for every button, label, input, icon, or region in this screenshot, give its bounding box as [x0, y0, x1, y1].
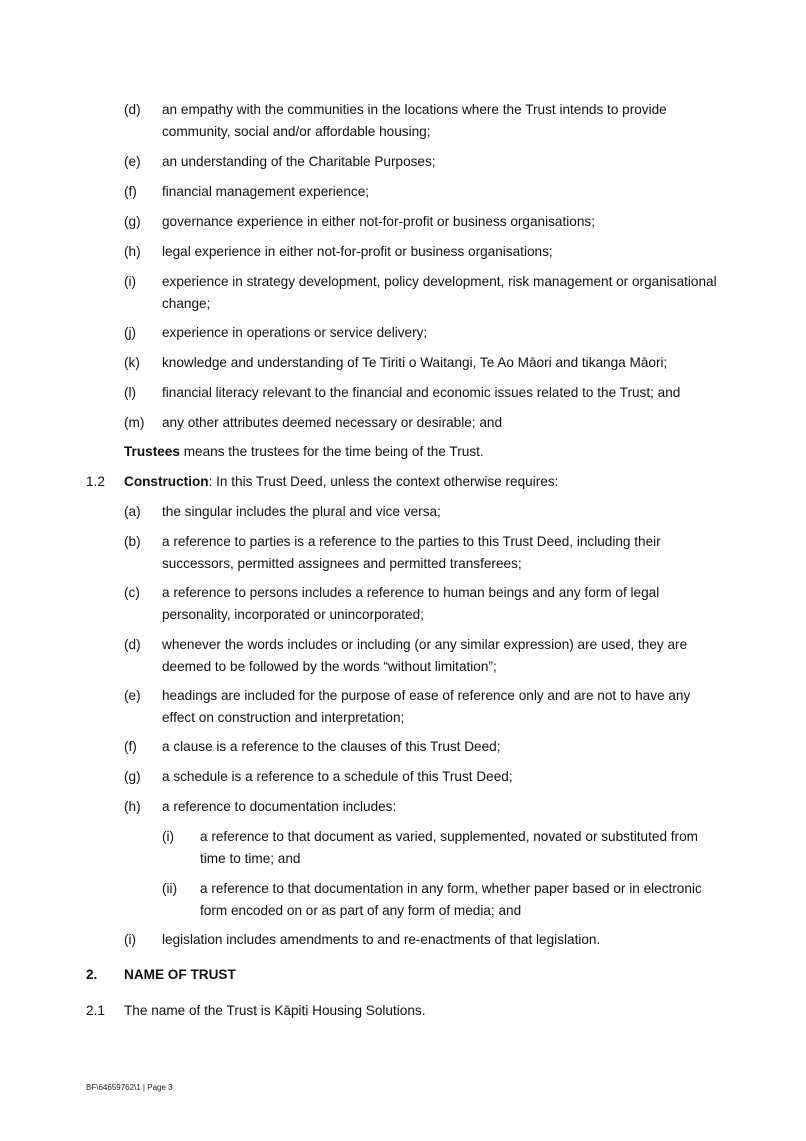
item-text-line: an empathy with the communities in the locations where the Trust intends to provide	[162, 102, 667, 117]
clause-number: 2.1	[86, 1003, 105, 1018]
item-label: (f)	[124, 739, 137, 754]
item-label: (j)	[124, 325, 137, 340]
item-label: (i)	[124, 274, 137, 289]
section-title: NAME OF TRUST	[124, 967, 236, 982]
defined-term: Trustees	[124, 444, 180, 459]
item-text-line: a reference to documentation includes:	[162, 799, 397, 814]
item-text-line: financial literacy relevant to the financial and economic issues related to the Trust; and	[162, 385, 681, 400]
item-label: (m)	[124, 415, 145, 430]
item-text-line: headings are included for the purpose of ease of reference only and are not to have any	[162, 688, 691, 703]
section-number: 2.	[86, 967, 98, 982]
item-text-line: a schedule is a reference to a schedule of this Trust Deed;	[162, 769, 513, 784]
clause-text: : In this Trust Deed, unless the context otherwise requires:	[208, 474, 559, 489]
definition-text: means the trustees for the time being of the Trust.	[179, 444, 484, 459]
item-text-line: a reference to that documentation in any form, whether paper based or in electronic	[200, 881, 702, 896]
trustees-definition	[124, 441, 484, 463]
item-label: (d)	[124, 637, 141, 652]
item-text-line: governance experience in either not-for-profit or business organisations;	[162, 214, 595, 229]
item-text-line: the singular includes the plural and vice versa;	[162, 504, 441, 519]
item-label: (i)	[162, 829, 175, 844]
item-label: (h)	[124, 244, 141, 259]
item-label: (b)	[124, 534, 141, 549]
page-footer: BF\64659762\1 | Page 3	[86, 1083, 173, 1092]
clause-heading: Construction	[124, 474, 209, 489]
item-text-line: financial management experience;	[162, 184, 370, 199]
item-text-line: a reference to persons includes a reference to human beings and any form of legal	[162, 585, 660, 600]
item-text-line: change;	[162, 296, 211, 311]
item-text-line: legislation includes amendments to and re-enactments of that legislation.	[162, 932, 601, 947]
item-text-line: form encoded on or as part of any form of media; and	[200, 903, 522, 918]
item-label: (g)	[124, 769, 141, 784]
item-text-line: experience in strategy development, policy development, risk management or organisational	[162, 274, 717, 289]
clause-number: 1.2	[86, 474, 105, 489]
item-text-line: knowledge and understanding of Te Tiriti o Waitangi, Te Ao Māori and tikanga Māori;	[162, 355, 668, 370]
item-label: (i)	[124, 932, 137, 947]
item-label: (e)	[124, 154, 141, 169]
item-label: (a)	[124, 504, 141, 519]
item-label: (l)	[124, 385, 137, 400]
item-label: (c)	[124, 585, 140, 600]
item-label: (g)	[124, 214, 141, 229]
item-label: (d)	[124, 102, 141, 117]
item-text-line: a reference to parties is a reference to the parties to this Trust Deed, including their	[162, 534, 661, 549]
item-text-line: community, social and/or affordable housing;	[162, 124, 431, 139]
item-text-line: deemed to be followed by the words “without limitation”;	[162, 659, 497, 674]
item-label: (k)	[124, 355, 140, 370]
item-label: (ii)	[162, 881, 178, 896]
item-text-line: successors, permitted assignees and permitted transferees;	[162, 556, 522, 571]
item-label: (e)	[124, 688, 141, 703]
item-text-line: any other attributes deemed necessary or desirable; and	[162, 415, 503, 430]
item-text-line: effect on construction and interpretation;	[162, 710, 405, 725]
item-label: (h)	[124, 799, 141, 814]
item-text-line: time to time; and	[200, 851, 301, 866]
item-text-line: an understanding of the Charitable Purposes;	[162, 154, 436, 169]
item-text-line: personality, incorporated or unincorporated;	[162, 607, 424, 622]
item-text-line: a reference to that document as varied, supplemented, novated or substituted from	[200, 829, 698, 844]
item-text-line: legal experience in either not-for-profit or business organisations;	[162, 244, 553, 259]
item-text-line: whenever the words includes or including (or any similar expression) are used, they are	[162, 637, 688, 652]
item-text-line: experience in operations or service delivery;	[162, 325, 428, 340]
item-label: (f)	[124, 184, 137, 199]
clause-text: The name of the Trust is Kāpiti Housing Solutions.	[124, 1003, 426, 1018]
item-text-line: a clause is a reference to the clauses of this Trust Deed;	[162, 739, 501, 754]
